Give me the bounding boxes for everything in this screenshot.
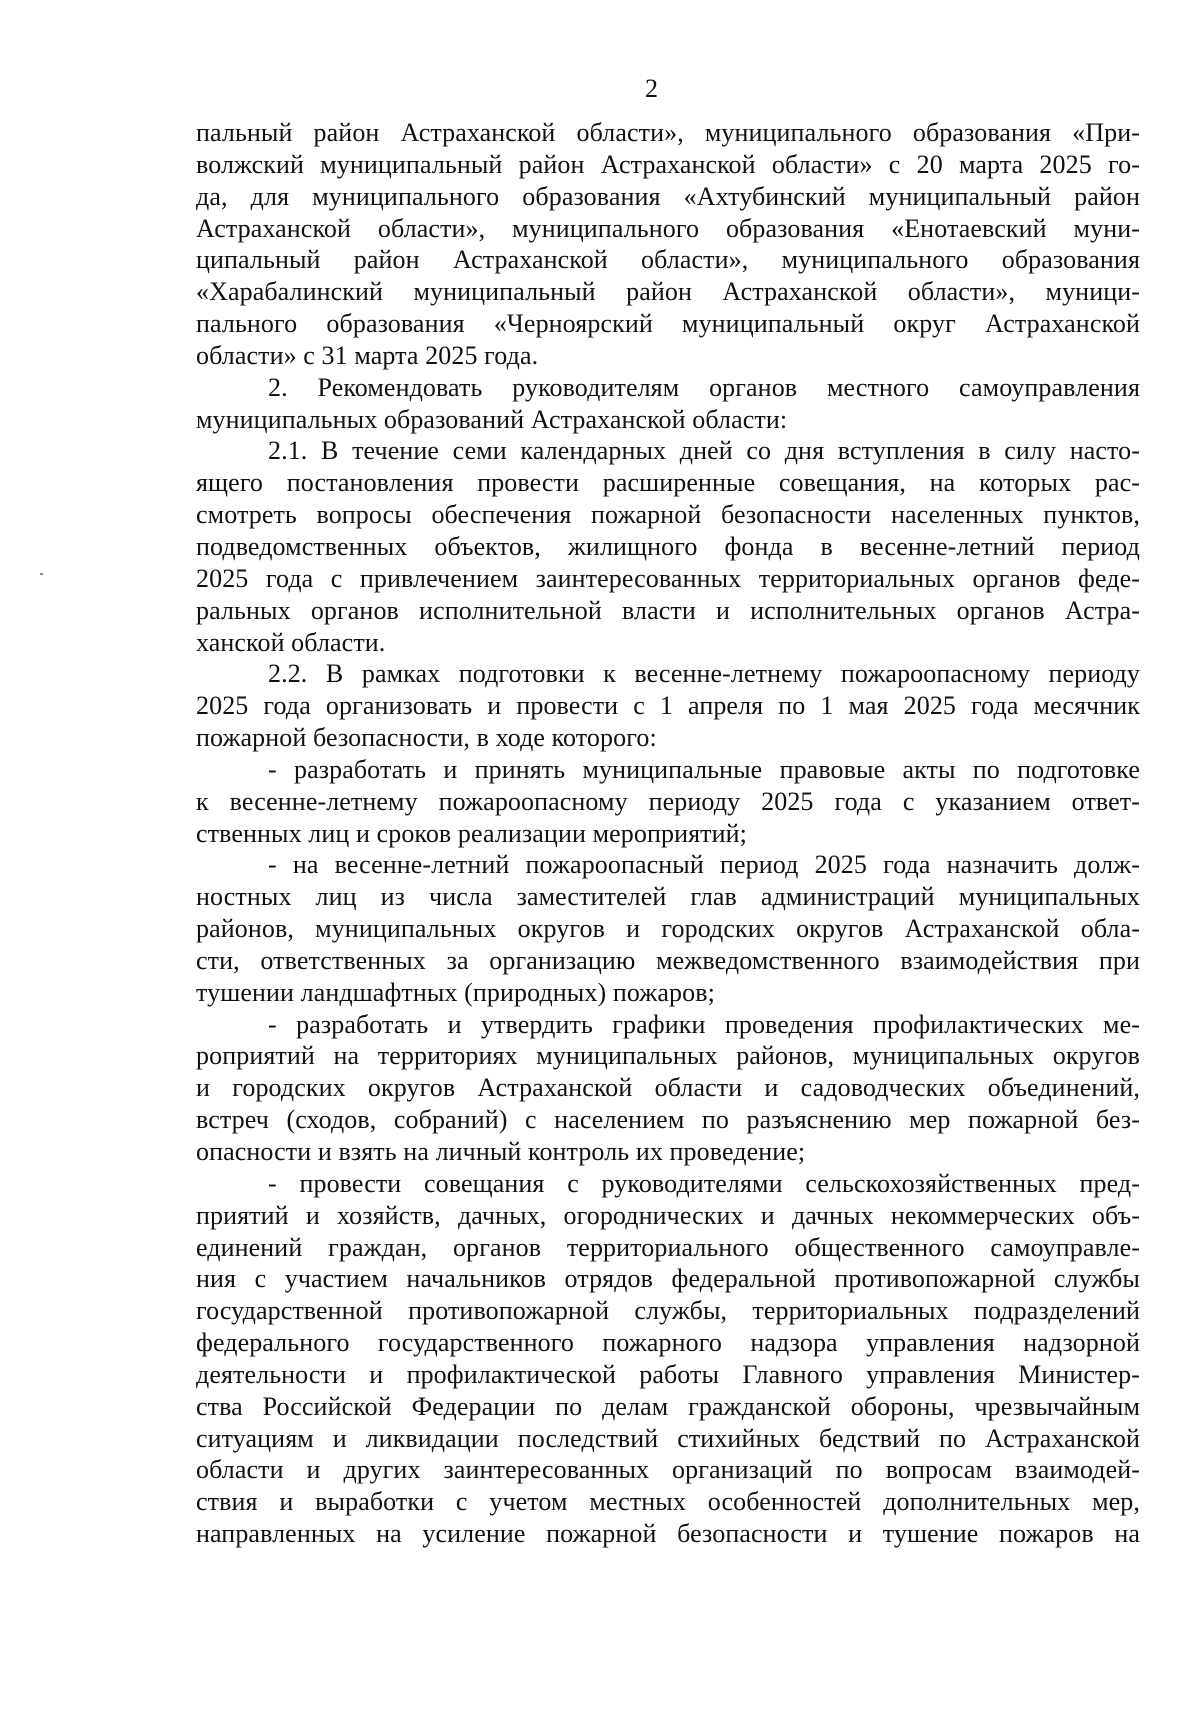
text-line: ственных лиц и сроков реализации мероприятий; bbox=[196, 818, 747, 848]
text-line: к весенне-летнему пожароопасному периоду 2025 года с указанием ответ- bbox=[196, 786, 1140, 816]
text-line: и городских округов Астраханской области и садоводческих объединений, bbox=[196, 1073, 1140, 1103]
text-line: области» с 31 марта 2025 года. bbox=[196, 340, 539, 370]
text-line: ситуациям и ликвидации последствий стихийных бедствий по Астраханской bbox=[196, 1423, 1140, 1453]
text-line: государственной противопожарной службы, территориальных подразделений bbox=[196, 1296, 1140, 1326]
text-line: 2025 года с привлечением заинтересованных территориальных органов феде- bbox=[196, 563, 1140, 593]
text-line: подведомственных объектов, жилищного фонда в весенне-летний период bbox=[196, 531, 1140, 561]
text-line: районов, муниципальных округов и городских округов Астраханской обла- bbox=[196, 914, 1140, 944]
text-line: единений граждан, органов территориального общественного самоуправле- bbox=[196, 1232, 1140, 1262]
text-line: да, для муниципального образования «Ахтубинский муниципальный район bbox=[196, 181, 1140, 211]
text-line: ностных лиц из числа заместителей глав администраций муниципальных bbox=[196, 882, 1140, 912]
text-line: ральных органов исполнительной власти и исполнительных органов Астра- bbox=[196, 595, 1140, 625]
text-line: встреч (сходов, собраний) с населением по разъяснению мер пожарной без- bbox=[196, 1105, 1140, 1135]
text-line: «Харабалинский муниципальный район Астраханской области», муници- bbox=[196, 277, 1140, 307]
paragraph-first-line: 2.1. В течение семи календарных дней со дня вступления в силу насто- bbox=[268, 436, 1140, 466]
text-line: ципальный район Астраханской области», муниципального образования bbox=[196, 245, 1140, 275]
document-body bbox=[196, 117, 1140, 1550]
text-line: тушении ландшафтных (природных) пожаров; bbox=[196, 977, 715, 1007]
text-line: области и других заинтересованных организаций по вопросам взаимодей- bbox=[196, 1455, 1140, 1485]
text-line: ния с участием начальников отрядов федеральной противопожарной службы bbox=[196, 1264, 1140, 1294]
text-line: ствия и выработки с учетом местных особенностей дополнительных мер, bbox=[196, 1487, 1140, 1517]
text-line: направленных на усиление пожарной безопасности и тушение пожаров на bbox=[196, 1519, 1140, 1549]
paragraph-first-line: - провести совещания с руководителями сельскохозяйственных пред- bbox=[268, 1168, 1140, 1198]
text-line: роприятий на территориях муниципальных районов, муниципальных округов bbox=[196, 1041, 1140, 1071]
text-line: опасности и взять на личный контроль их проведение; bbox=[196, 1137, 806, 1166]
paragraph-first-line: 2.2. В рамках подготовки к весенне-летнему пожароопасному периоду bbox=[268, 659, 1140, 689]
text-line: ящего постановления провести расширенные совещания, на которых рас- bbox=[196, 468, 1140, 498]
text-line: муниципальных образований Астраханской области: bbox=[196, 404, 788, 434]
paragraph-first-line: - разработать и принять муниципальные правовые акты по подготовке bbox=[268, 754, 1140, 784]
text-line: Астраханской области», муниципального образования «Енотаевский муни- bbox=[196, 213, 1140, 243]
text-line: пожарной безопасности, в ходе которого: bbox=[196, 723, 657, 753]
text-line: пального образования «Черноярский муниципальный округ Астраханской bbox=[196, 309, 1140, 339]
paragraph-first-line: - на весенне-летний пожароопасный период 2025 года назначить долж- bbox=[268, 850, 1140, 880]
text-line: 2025 года организовать и провести с 1 апреля по 1 мая 2025 года месячник bbox=[196, 691, 1140, 721]
text-line: приятий и хозяйств, дачных, огороднических и дачных некоммерческих объ- bbox=[196, 1200, 1140, 1230]
paragraph-first-line: 2. Рекомендовать руководителям органов местного самоуправления bbox=[268, 372, 1140, 402]
text-line: сти, ответственных за организацию межведомственного взаимодействия при bbox=[196, 945, 1140, 975]
text-line: смотреть вопросы обеспечения пожарной безопасности населенных пунктов, bbox=[196, 500, 1140, 530]
text-line: пальный район Астраханской области», муниципального образования «При- bbox=[196, 118, 1140, 147]
text-line: ства Российской Федерации по делам гражданской обороны, чрезвычайным bbox=[196, 1391, 1140, 1421]
paragraph-first-line: - разработать и утвердить графики проведения профилактических ме- bbox=[268, 1009, 1140, 1039]
text-line: деятельности и профилактической работы Главного управления Министер- bbox=[196, 1359, 1140, 1389]
text-line: ханской области. bbox=[196, 627, 386, 657]
page-number: 2 bbox=[644, 74, 659, 103]
text-line: волжский муниципальный район Астраханской области» с 20 марта 2025 го- bbox=[196, 149, 1140, 179]
text-line: федерального государственного пожарного надзора управления надзорной bbox=[196, 1328, 1140, 1358]
scan-speck bbox=[40, 573, 43, 575]
